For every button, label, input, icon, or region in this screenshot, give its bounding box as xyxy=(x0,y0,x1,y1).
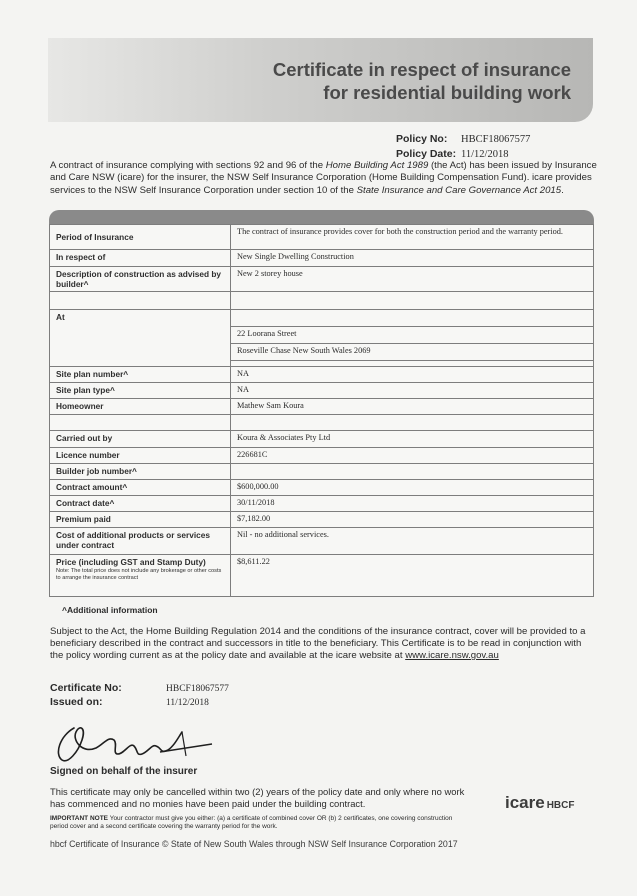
at-label: At xyxy=(50,310,231,367)
icare-website-link[interactable]: www.icare.nsw.gov.au xyxy=(405,650,499,661)
certificate-no: HBCF18067577 xyxy=(166,684,229,694)
respect-label: In respect of xyxy=(50,250,231,267)
price-label: Price (including GST and Stamp Duty) xyxy=(56,557,206,567)
empty-value-1 xyxy=(231,292,594,310)
builder-job-value xyxy=(231,464,594,480)
certificate-no-label: Certificate No: xyxy=(50,682,122,694)
site-plan-number: NA xyxy=(231,367,594,383)
policy-meta xyxy=(396,132,530,162)
contract-date-label: Contract date^ xyxy=(50,496,231,512)
price-label-cell xyxy=(50,555,231,597)
policy-no-label: Policy No: xyxy=(396,133,448,145)
policy-no: HBCF18067577 xyxy=(461,134,531,145)
footer-copyright: hbcf Certificate of Insurance © State of New South Wales through NSW Self Insurance Corporation 2017 xyxy=(50,839,458,849)
contract-amount-label: Contract amount^ xyxy=(50,480,231,496)
description-value: New 2 storey house xyxy=(231,267,594,292)
intro-text-3: . xyxy=(561,184,564,196)
empty-value-2 xyxy=(231,415,594,431)
contract-date-value: 30/11/2018 xyxy=(231,496,594,512)
additional-info-note: ^Additional information xyxy=(62,605,158,615)
site-plan-type: NA xyxy=(231,383,594,399)
address-line-1: 22 Loorana Street xyxy=(231,327,594,344)
policy-date: 11/12/2018 xyxy=(461,149,509,160)
description-label: Description of construction as advised by builder^ xyxy=(50,267,231,292)
cancellation-note: This certificate may only be cancelled within two (2) years of the policy date and only where no work has commenced and no monies have been paid under the building contract. xyxy=(50,786,465,809)
cost-label: Cost of additional products or services under contract xyxy=(50,528,231,555)
icare-hbcf-logo xyxy=(505,793,574,813)
important-text: Your contractor must give you either: (a) a certificate of combined cover OR (b) 2 certificates, one covering construction period cover and a second certificate covering the warranty period for the work. xyxy=(50,815,453,830)
table-header-bar xyxy=(49,210,594,224)
certificate-details xyxy=(50,682,229,709)
site-plan-type-label: Site plan type^ xyxy=(50,383,231,399)
important-note xyxy=(50,815,470,831)
contract-amount-value: $600,000.00 xyxy=(231,480,594,496)
price-value: $8,611.22 xyxy=(231,555,594,597)
intro-text-2: (the Act) has been issued by Insurance and Care NSW (icare) for the insurer, the NSW Self Insurance Corporation (Home Building Compensation Fund). icare provides services to the NSW Self Insurance Corporation under section 10 of the xyxy=(50,160,597,196)
premium-label: Premium paid xyxy=(50,512,231,528)
important-label: IMPORTANT NOTE xyxy=(50,815,109,822)
signature-image xyxy=(52,718,222,766)
homeowner-label: Homeowner xyxy=(50,399,231,415)
issued-on-label: Issued on: xyxy=(50,695,103,708)
licence-label: Licence number xyxy=(50,448,231,464)
certificate-title xyxy=(273,58,571,104)
price-note: Note: The total price does not include any brokerage or other costs to arrange the insurance contract xyxy=(56,568,222,581)
subject-text: Subject to the Act, the Home Building Regulation 2014 and the conditions of the insurance contract, cover will be provided to a beneficiary described in the contract and successors in title to the beneficiary. This Certificate is to be read in conjunction with the policy wording current as at the policy date and available at the icare website at xyxy=(50,626,586,661)
signed-on-behalf: Signed on behalf of the insurer xyxy=(50,766,198,777)
site-plan-number-label: Site plan number^ xyxy=(50,367,231,383)
title-line-2: for residential building work xyxy=(323,82,571,103)
homeowner-value: Mathew Sam Koura xyxy=(231,399,594,415)
insurance-details-table xyxy=(49,210,594,597)
title-line-1: Certificate in respect of insurance xyxy=(272,59,571,80)
licence-value: 226681C xyxy=(231,448,594,464)
intro-paragraph xyxy=(50,160,598,197)
issued-on: 11/12/2018 xyxy=(166,697,209,708)
icare-brand: icare xyxy=(505,793,545,812)
respect-value: New Single Dwelling Construction xyxy=(231,250,594,267)
empty-label-1 xyxy=(50,292,231,310)
period-value: The contract of insurance provides cover for both the construction period and the warranty period. xyxy=(231,225,594,250)
header-band xyxy=(48,38,593,122)
empty-label-2 xyxy=(50,415,231,431)
subject-paragraph xyxy=(50,626,595,662)
cost-value: Nil - no additional services. xyxy=(231,528,594,555)
intro-text-1: A contract of insurance complying with sections 92 and 96 of the xyxy=(50,160,326,171)
intro-act: Home Building Act 1989 xyxy=(325,160,429,171)
policy-date-label: Policy Date: xyxy=(396,148,457,160)
premium-value: $7,182.00 xyxy=(231,512,594,528)
carried-out-value: Koura & Associates Pty Ltd xyxy=(231,431,594,448)
period-label: Period of Insurance xyxy=(50,225,231,250)
hbcf-brand: HBCF xyxy=(546,800,575,811)
intro-act-2: State Insurance and Care Governance Act 2015 xyxy=(356,184,562,196)
at-blank xyxy=(231,310,594,327)
builder-job-label: Builder job number^ xyxy=(50,464,231,480)
carried-out-label: Carried out by xyxy=(50,431,231,448)
address-line-2: Roseville Chase New South Wales 2069 xyxy=(231,344,594,361)
